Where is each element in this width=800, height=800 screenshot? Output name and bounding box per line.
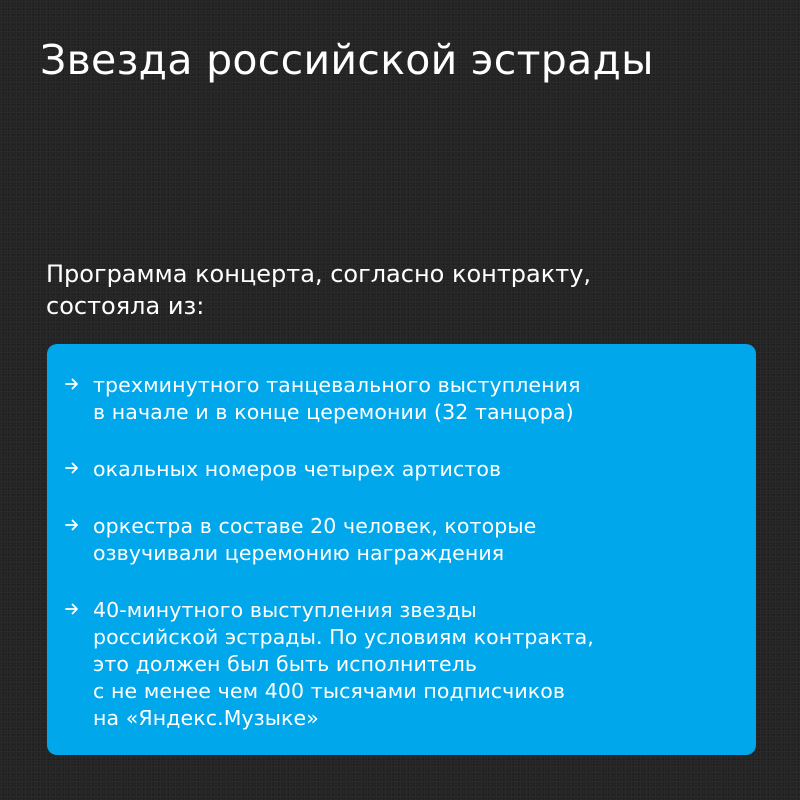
list-item-text bbox=[93, 456, 501, 483]
list-item-text bbox=[93, 513, 536, 567]
list-item-text bbox=[93, 597, 594, 732]
list-item-line: в начале и в конце церемонии (32 танцора) bbox=[93, 400, 574, 424]
arrow-right-icon bbox=[63, 601, 81, 617]
arrow-right-icon bbox=[63, 376, 81, 392]
list-item bbox=[63, 597, 723, 732]
page-title: Звезда российской эстрады bbox=[40, 36, 654, 84]
list-item bbox=[63, 456, 723, 483]
program-list bbox=[63, 372, 723, 732]
list-item bbox=[63, 513, 723, 567]
list-item-line: 40-минутного выступления звезды bbox=[93, 598, 477, 622]
list-item-line: озвучивали церемонию награждения bbox=[93, 541, 505, 565]
list-item bbox=[63, 372, 723, 426]
list-item-line: с не менее чем 400 тысячами подписчиков bbox=[93, 679, 566, 703]
intro-line: Программа концерта, согласно контракту, bbox=[46, 260, 592, 288]
intro-text bbox=[46, 258, 746, 322]
intro-line: состояла из: bbox=[46, 292, 205, 320]
list-item-line: российской эстрады. По условиям контракта, bbox=[93, 625, 594, 649]
list-item-text bbox=[93, 372, 581, 426]
program-card bbox=[47, 344, 756, 755]
list-item-line: трехминутного танцевального выступления bbox=[93, 373, 581, 397]
list-item-line: окальных номеров четырех артистов bbox=[93, 457, 502, 481]
arrow-right-icon bbox=[63, 517, 81, 533]
arrow-right-icon bbox=[63, 460, 81, 476]
list-item-line: оркестра в составе 20 человек, которые bbox=[93, 514, 537, 538]
list-item-line: это должен был быть исполнитель bbox=[93, 652, 478, 676]
list-item-line: на «Яндекс.Музыке» bbox=[93, 706, 319, 730]
